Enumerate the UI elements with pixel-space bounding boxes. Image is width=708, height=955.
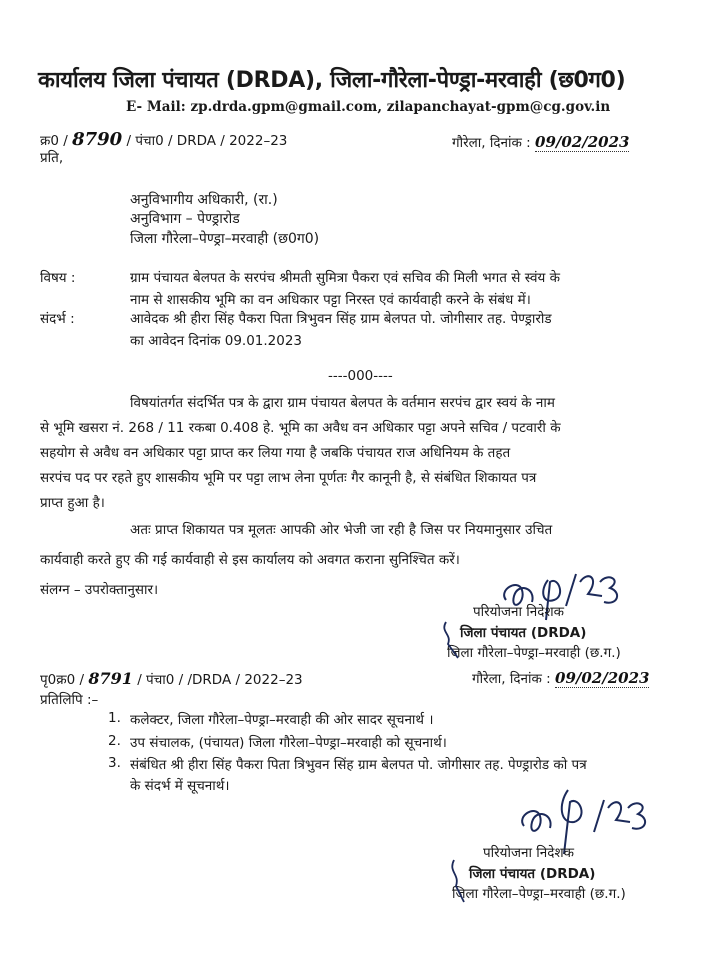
- endorsement-date: 09/02/2023: [555, 669, 650, 687]
- copy-item-3-num: 3.: [108, 755, 121, 771]
- signature-1-office: जिला पंचायत (DRDA): [460, 625, 587, 641]
- copy-item-3-text: संबंधित श्री हीरा सिंह पैकरा पिता त्रिभुवन सिंह ग्राम बेलपत पो. जोगीसार तह. पेण्ड्रारोड को पत्र: [130, 757, 587, 773]
- signature-1-designation: परियोजना निदेशक: [473, 604, 565, 620]
- body-para1-line-4: सरपंच पद पर रहते हुए शासकीय भूमि पर पट्टा लाभ लेना पूर्णतः गैर कानूनी है, से संबंधित शिकायत पत्र: [40, 470, 537, 486]
- subject-label: विषय :: [40, 270, 76, 286]
- letter-number-prefix: क्र0 /: [40, 133, 68, 149]
- endorsement-number-prefix: पृ0क्र0 /: [40, 672, 85, 688]
- copy-item-2-num: 2.: [108, 733, 121, 749]
- signature-2-district: जिला गौरेला–पेण्ड्रा–मरवाही (छ.ग.): [452, 886, 626, 902]
- signature-2-designation: परियोजना निदेशक: [483, 845, 575, 861]
- body-para1-line-5: प्राप्त हुआ है।: [40, 495, 105, 511]
- prati-label: प्रति,: [40, 150, 64, 166]
- body-para1-line-1: विषयांतर्गत संदर्भित पत्र के द्वारा ग्राम पंचायत बेलपत के वर्तमान सरपंच द्वार स्वयं के नाम: [130, 395, 555, 411]
- body-para1-line-2: से भूमि खसरा नं. 268 / 11 रकबा 0.408 हे. भूमि का अवैध वन अधिकार पट्टा अपने सचिव / पटवारी के: [40, 420, 561, 436]
- copy-item-1-num: 1.: [108, 710, 121, 726]
- signature-1-initial: [438, 618, 468, 662]
- addressee-line-3: जिला गौरेला–पेण्ड्रा–मरवाही (छ0ग0): [130, 231, 320, 247]
- body-para2-line-2: कार्यवाही करते हुए की गई कार्यवाही से इस कार्यालय को अवगत कराना सुनिश्चित करें।: [40, 552, 460, 568]
- letter-number-line: [40, 129, 287, 150]
- body-para2-line-1: अतः प्राप्त शिकायत पत्र मूलतः आपकी ओर भेजी जा रही है जिस पर नियमानुसार उचित: [130, 522, 553, 538]
- body-para1-line-3: सहयोग से अवैध वन अधिकार पट्टा प्राप्त कर लिया गया है जबकि पंचायत राज अधिनियम के तहत: [40, 445, 511, 461]
- subject-line-2: नाम से शासकीय भूमि का वन अधिकार पट्टा निरस्त एवं कार्यवाही करने के संबंध में।: [130, 292, 531, 308]
- letter-place-date: [452, 133, 629, 151]
- endorsement-number-line: [40, 669, 303, 688]
- signature-2-initial: [446, 856, 476, 906]
- reference-label: संदर्भ :: [40, 311, 75, 327]
- copy-to-label: प्रतिलिपि :–: [40, 692, 99, 708]
- copy-item-2-text: उप संचालक, (पंचायत) जिला गौरेला–पेण्ड्रा–मरवाही को सूचनार्थ।: [130, 735, 447, 751]
- letter-date: 09/02/2023: [535, 133, 630, 151]
- enclosure-note: संलग्न – उपरोक्तानुसार।: [40, 582, 159, 598]
- office-emails: E- Mail: zp.drda.gpm@gmail.com, zilapanchayat-gpm@cg.gov.in: [126, 99, 611, 115]
- signature-1-district: जिला गौरेला–पेण्ड्रा–मरवाही (छ.ग.): [447, 645, 621, 661]
- reference-line-1: आवेदक श्री हीरा सिंह पैकरा पिता त्रिभुवन सिंह ग्राम बेलपत पो. जोगीसार तह. पेण्ड्रारोड: [130, 311, 552, 327]
- copy-item-3-text-cont: के संदर्भ में सूचनार्थ।: [130, 778, 230, 794]
- letter-number-suffix: / पंचा0 / DRDA / 2022–23: [126, 133, 288, 149]
- copy-item-1-text: कलेक्टर, जिला गौरेला–पेण्ड्रा–मरवाही की ओर सादर सूचनार्थ ।: [130, 712, 434, 728]
- signature-2-office: जिला पंचायत (DRDA): [469, 866, 596, 882]
- separator: ----000----: [328, 368, 393, 384]
- subject-line-1: ग्राम पंचायत बेलपत के सरपंच श्रीमती सुमित्रा पैकरा एवं सचिव की मिली भगत से स्वंय के: [130, 270, 560, 286]
- endorsement-number-suffix: / पंचा0 / /DRDA / 2022–23: [137, 672, 303, 688]
- reference-line-2: का आवेदन दिनांक 09.01.2023: [130, 333, 303, 349]
- office-title: कार्यालय जिला पंचायत (DRDA), जिला-गौरेला-पेण्ड्रा-मरवाही (छ0ग0): [38, 68, 626, 93]
- endorsement-place-date-label: गौरेला, दिनांक :: [472, 671, 551, 687]
- addressee-line-1: अनुविभागीय अधिकारी, (रा.): [130, 192, 278, 208]
- endorsement-number: 8791: [88, 669, 133, 688]
- addressee-line-2: अनुविभाग – पेण्ड्रारोड: [130, 211, 240, 227]
- endorsement-place-date: [472, 669, 649, 687]
- place-date-label: गौरेला, दिनांक :: [452, 135, 531, 151]
- letter-number: 8790: [72, 129, 123, 150]
